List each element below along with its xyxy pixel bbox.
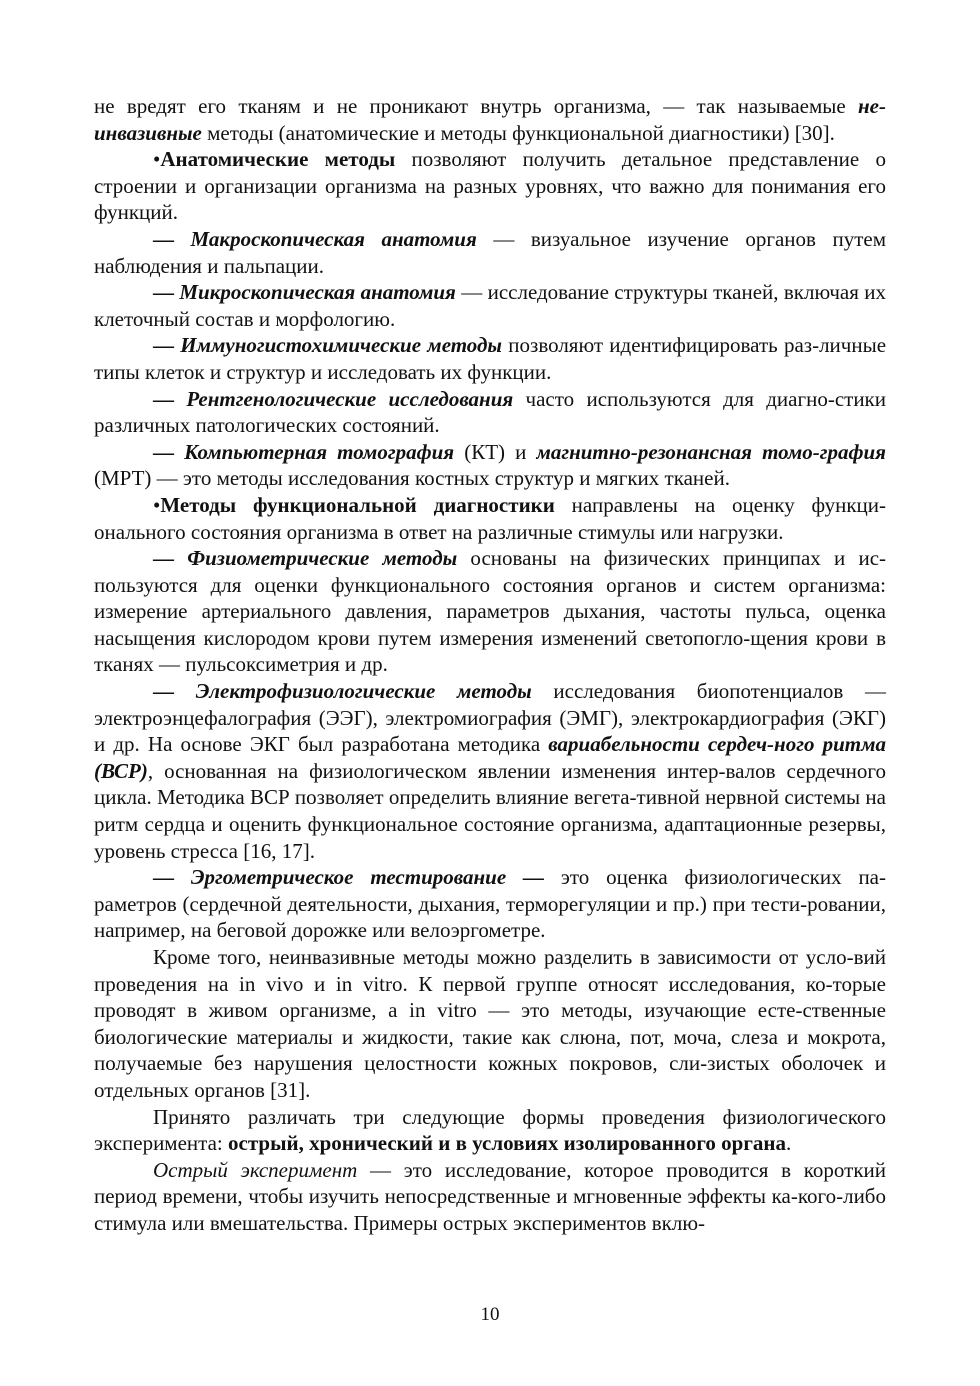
item-microscopic-anatomy <box>94 279 886 332</box>
text-run: — визуальное изучение органов путем наблюдения и пальпации. <box>94 226 886 278</box>
item-electrophysiological-methods <box>94 678 886 864</box>
heading-functional-diagnostics: Методы функциональной диагностики <box>160 492 555 517</box>
text-run: , основанная на физиологическом явлении изменения интер-валов сердечного цикла. Методика ВСР позволяет определить влияние вегета-тивной нервной системы на ритм сердца и оценить функциональное состояние организма, адаптационные резервы, уровень стресса [16, 17]. <box>94 758 886 863</box>
term-immunohistochemical-methods: Иммуногистохимические методы <box>180 333 503 358</box>
term-microscopic-anatomy: Микроскопическая анатомия <box>179 280 456 305</box>
bullet-functional-diagnostics <box>94 492 886 545</box>
bullet-icon: • <box>153 492 161 517</box>
dash-marker: — <box>153 679 196 704</box>
term-radiological-studies: Рентгенологические исследования <box>186 386 514 411</box>
text-run: методы (анатомические и методы функциональной диагностики) [30]. <box>201 120 835 145</box>
dash-marker: — <box>153 280 180 305</box>
term-physiometric-methods: Физиометрические методы <box>187 546 458 571</box>
term-mri: магнитно-резонансная томо-графия <box>536 439 886 464</box>
text-run: Кроме того, неинвазивные методы можно разделить в зависимости от усло-вий проведения на in vivo и in vitro. К первой группе относят исследования, ко-торые проводят в живом организме, а in vitro — это методы, изучающие есте-ственные биологические материалы и жидкости, такие как слюна, пот, моча, слеза и мокрота, получаемые без нарушения целостности кожных покровов, сли-зистых оболочек и отдельных органов [31]. <box>94 945 886 1102</box>
dash-marker: — <box>153 546 188 571</box>
text-run: это оценка физиологических па-раметров (сердечной деятельности, дыхания, терморегуляции и пр.) при тести-ровании, например, на беговой дорожке или велоэргометре. <box>94 865 886 943</box>
term-computed-tomography: Компьютерная томография <box>184 439 455 464</box>
item-radiological-studies <box>94 386 886 439</box>
text-run: (МРТ) — это методы исследования костных структур и мягких тканей. <box>94 466 730 491</box>
paragraph-experiment-forms <box>94 1104 886 1157</box>
dash-marker: — <box>153 226 191 251</box>
text-run: направлены на оценку функци-онального состояния организма в ответ на различные стимулы или нагрузки. <box>94 492 886 544</box>
term-experiment-forms: острый, хронический и в условиях изолированного органа <box>228 1131 786 1156</box>
text-run: часто используются для диагно-стики различных патологических состояний. <box>94 386 887 438</box>
page-number: 10 <box>480 1304 500 1325</box>
term-electrophysiological-methods: Электрофизиологические методы <box>195 679 532 704</box>
text-run: исследования биопотенциалов — электроэнцефалография (ЭЭГ), электромиография (ЭМГ), электрокардиография (ЭКГ) и др. На основе ЭКГ был разработана методика <box>94 679 887 757</box>
dash-marker: — <box>153 439 185 464</box>
term-noninvasive: не-инвазивные <box>94 94 886 145</box>
text-run: позволяют получить детальное представление о строении и организации организма на разных уровнях, что важно для понимания его функций. <box>94 147 886 225</box>
item-physiometric-methods <box>94 545 886 678</box>
term-acute-experiment: Острый эксперимент <box>153 1157 358 1182</box>
bullet-anatomical-methods <box>94 146 886 226</box>
dash-marker: — <box>153 333 181 358</box>
bullet-icon: • <box>153 147 161 172</box>
paragraph-in-vivo-in-vitro <box>94 944 886 1104</box>
paragraph-acute-experiment <box>94 1157 886 1237</box>
dash-marker: — <box>153 865 191 890</box>
text-run: основаны на физических принципах и ис-пользуются для оценки функционального состояния органов и систем организма: измерение артериального давления, параметров дыхания, частоты пульса, оценка насыщения кислородом крови путем измерения изменений светопогло-щения крови в тканях — пульсоксиметрия и др. <box>94 546 887 677</box>
document-page <box>94 93 886 1237</box>
text-run: — исследование структуры тканей, включая их клеточный состав и морфологию. <box>94 280 886 331</box>
item-immunohistochemical-methods <box>94 332 886 385</box>
text-run: позволяют идентифицировать раз-личные типы клеток и структур и исследовать их функции. <box>94 333 887 384</box>
item-macroscopic-anatomy <box>94 226 886 279</box>
dash-marker: — <box>153 386 187 411</box>
text-run: Принято различать три следующие формы проведения физиологического эксперимента: <box>94 1104 886 1156</box>
text-run: — это исследование, которое проводится в короткий период времени, чтобы изучить непосредственные и мгновенные эффекты ка-кого-либо стимула или вмешательства. Примеры острых экспериментов вклю- <box>94 1157 887 1235</box>
term-macroscopic-anatomy: Макроскопическая анатомия <box>190 226 477 251</box>
text-run: . <box>785 1131 792 1156</box>
item-ct-mri <box>94 439 886 492</box>
text-run: (КТ) и <box>454 439 537 464</box>
term-ergometric-testing: Эргометрическое тестирование — <box>190 865 545 890</box>
term-heart-rate-variability: вариабельности сердеч-ного ритма (ВСР) <box>94 732 886 783</box>
item-ergometric-testing <box>94 864 886 944</box>
paragraph-intro-continued <box>94 93 886 146</box>
heading-anatomical-methods: Анатомические методы <box>160 147 396 172</box>
text-run: не вредят его тканям и не проникают внутрь организма, — так называемые <box>94 94 859 118</box>
